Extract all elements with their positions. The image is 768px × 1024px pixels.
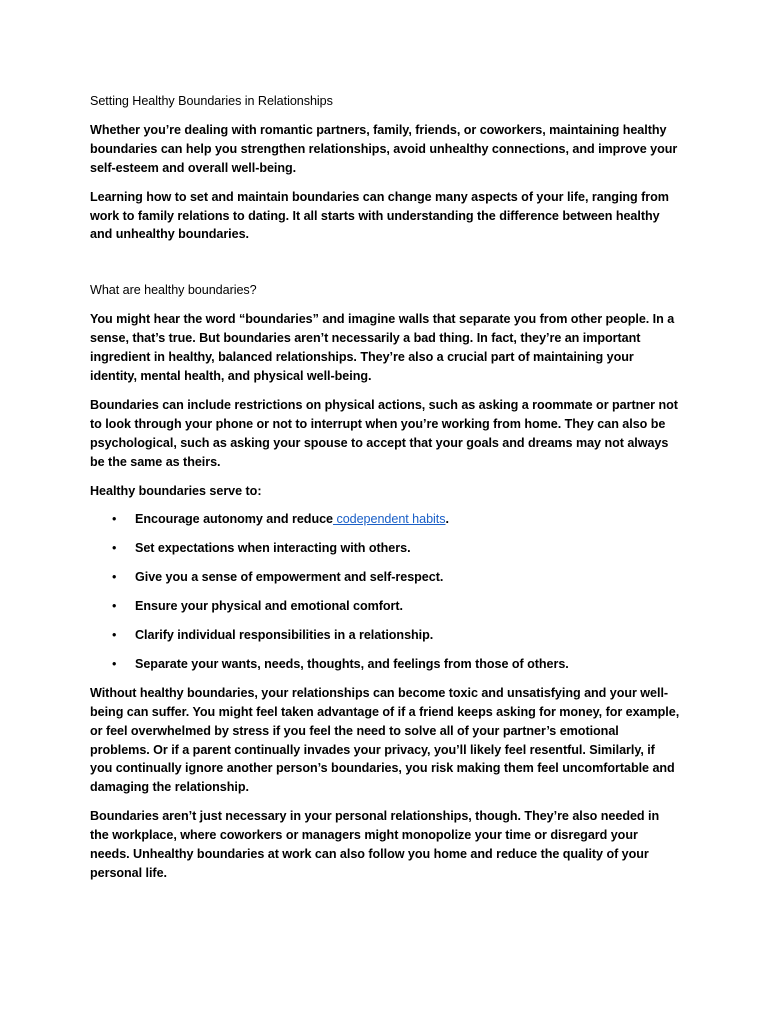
list-intro: Healthy boundaries serve to: — [90, 483, 262, 498]
list-item — [90, 510, 680, 529]
closing-paragraph-1: Without healthy boundaries, your relationships can become toxic and unsatisfying and your well-being can suffer. You might feel taken advantage of if a friend keeps asking for money, for example, or feel overwhelmed by stress if you feel the need to solve all of your partner’s emotional problems. Or if a parent continually invades your privacy, you’ll likely feel resentful. Similarly, if you continually ignore another person’s boundaries, you risk making them feel uncomfortable and damaging the relationship. — [90, 685, 680, 795]
bullet-text: Ensure your physical and emotional comfort. — [135, 599, 403, 614]
list-item — [90, 655, 680, 674]
bullet-list — [90, 510, 680, 673]
intro-paragraph-2: Learning how to set and maintain boundaries can change many aspects of your life, ranging from work to family relations to dating. It all starts with understanding the difference between healthy and unhealthy boundaries. — [90, 189, 669, 242]
list-item — [90, 568, 680, 587]
bullet-text: Clarify individual responsibilities in a relationship. — [135, 628, 434, 643]
section-paragraph-1: You might hear the word “boundaries” and imagine walls that separate you from other people. In a sense, that’s true. But boundaries aren’t necessarily a bad thing. In fact, they’re an important ingredient in healthy, balanced relationships. They’re also a crucial part of maintaining your identity, mental health, and physical well-being. — [90, 312, 675, 383]
bullet-text: Encourage autonomy and reduce — [135, 512, 333, 527]
bullet-text: Separate your wants, needs, thoughts, and feelings from those of others. — [135, 656, 569, 671]
list-item — [90, 597, 680, 616]
list-item — [90, 626, 680, 645]
bullet-icon: • — [112, 656, 117, 671]
bullet-icon: • — [112, 628, 117, 643]
list-item — [90, 539, 680, 558]
intro-paragraph-1: Whether you’re dealing with romantic partners, family, friends, or coworkers, maintaining healthy boundaries can help you strengthen relationships, avoid unhealthy connections, and improve your self-esteem and overall well-being. — [90, 122, 678, 175]
bullet-icon: • — [112, 599, 117, 614]
section-paragraph-2: Boundaries can include restrictions on physical actions, such as asking a roommate or partner not to look through your phone or not to interrupt when you’re working from home. They can also be psychological, such as asking your spouse to accept that your goals and dreams may not always be the same as theirs. — [90, 397, 678, 469]
document-body — [90, 92, 680, 893]
bullet-icon: • — [112, 512, 117, 527]
bullet-text: Give you a sense of empowerment and self-respect. — [135, 570, 444, 585]
bullet-text-suffix: . — [445, 512, 449, 527]
bullet-text: Set expectations when interacting with others. — [135, 541, 411, 556]
bullet-icon: • — [112, 570, 117, 585]
closing-paragraph-2: Boundaries aren’t just necessary in your personal relationships, though. They’re also needed in the workplace, where coworkers or managers might monopolize your time or disregard your needs. Unhealthy boundaries at work can also follow you home and reduce the quality of your personal life. — [90, 809, 660, 880]
codependent-habits-link[interactable]: codependent habits — [333, 512, 446, 527]
document-title: Setting Healthy Boundaries in Relationships — [90, 94, 333, 108]
bullet-icon: • — [112, 541, 117, 556]
section-heading: What are healthy boundaries? — [90, 283, 257, 298]
